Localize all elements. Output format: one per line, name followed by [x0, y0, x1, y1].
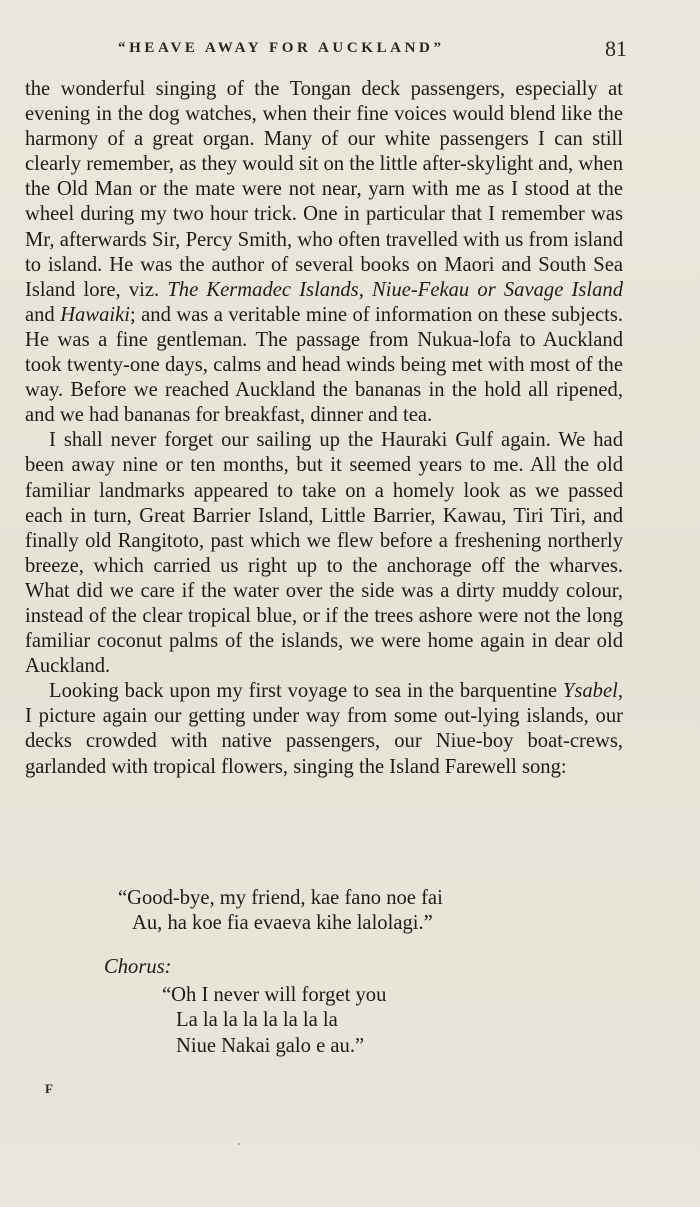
paragraph-1 — [25, 77, 623, 428]
signature-mark: F — [45, 1081, 53, 1096]
paragraph-text: I shall never forget our sailing up the Hauraki Gulf again. We had been away nine or ten months, but it seemed years to me. All the old familiar landmarks appeared to take on a homely look as we passed each in turn, Great Barrier Island, Little Barrier, Kawau, Tiri Tiri, and finally old Rangitoto, past which we flew before a freshening northerly breeze, which carried us right up to the anchorage off the wharves. What did we care if the water over the side was a dirty muddy colour, instead of the clear tropical blue, or if the trees ashore were not the long familiar coconut palms of the islands, we were home again in dear old Auckland. — [25, 429, 623, 678]
running-head — [0, 38, 700, 62]
body-text — [25, 77, 623, 780]
paragraph-text: ; and was a veritable mine of information on these subjects. He was a fine gentleman. The passage from Nukua-lofa to Auckland took twenty-one days, calms and head winds being met with most of the way. Before we reached Auckland the bananas in the hold all ripened, and we had bananas for breakfast, dinner and tea. — [25, 303, 624, 427]
paragraph-text: the wonderful singing of the Tongan deck passengers, especially at evening in the dog watches, when their fine voices would blend like the harmony of a great organ. Many of our white passengers I can still clearly remember, as they would sit on the little after-skylight and, when the Old Man or the mate were not near, yarn with me as I stood at the wheel during my two hour trick. One in particular that I remember was Mr, afterwards Sir, Percy Smith, who often travelled with us from island to island. He was the author of several books on Maori and South Sea Island lore, viz. — [25, 78, 623, 301]
paragraph-text: I picture again our getting under way from some out-lying islands, our decks crowded with native passengers, our Niue-boy boat-crews, garlanded with tropical flowers, singing the Island Farewell song: — [25, 705, 623, 778]
italic-title-text: Hawaiki — [60, 303, 130, 326]
italic-title-text: Ysabel, — [562, 680, 623, 703]
song-chorus-line-1: “Oh I never will forget you — [162, 984, 387, 1006]
paragraph-2 — [25, 428, 623, 679]
song-verse-line-2: Au, ha koe fia evaeva kihe lalolagi.” — [132, 912, 433, 934]
italic-title-text: The Kermadec Islands, Niue-Fekau or Savage Island — [167, 278, 624, 301]
running-title: “HEAVE AWAY FOR AUCKLAND” — [118, 40, 445, 56]
song-chorus-line-3: Niue Nakai galo e au.” — [176, 1035, 365, 1057]
page-number: 81 — [605, 36, 627, 61]
song-chorus-line-2: La la la la la la la la — [176, 1009, 338, 1031]
song-verse-line-1: “Good-bye, my friend, kae fano noe fai — [118, 887, 443, 909]
paragraph-text: Looking back upon my first voyage to sea in the barquentine — [49, 680, 563, 703]
paper-speck — [238, 1143, 240, 1145]
paragraph-3 — [25, 679, 623, 779]
paragraph-text: and — [25, 303, 61, 326]
chorus-label: Chorus: — [104, 956, 172, 978]
